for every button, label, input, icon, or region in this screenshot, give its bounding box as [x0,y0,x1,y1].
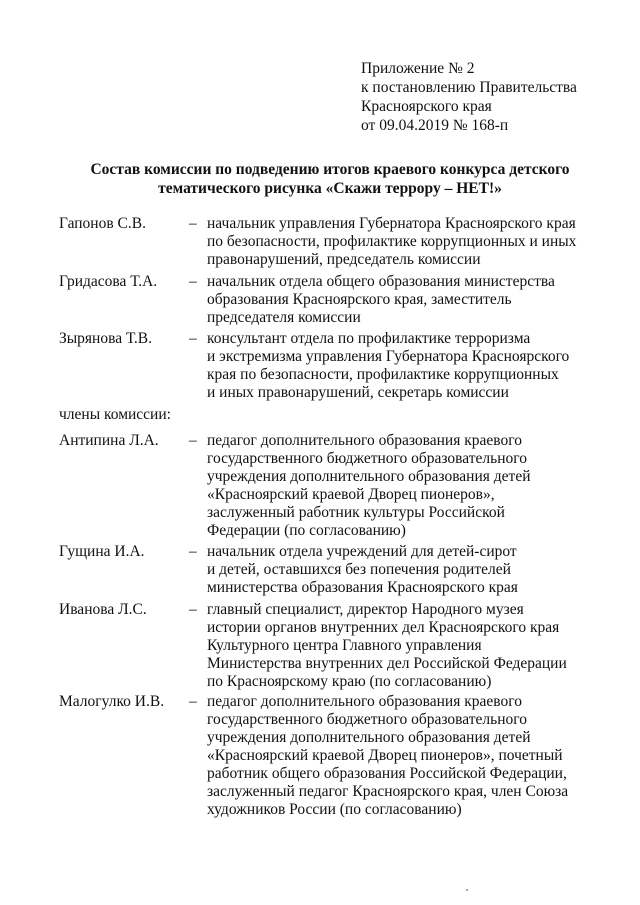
member-name: Гущина И.А. [59,543,145,560]
dash-separator: – [189,543,197,560]
role-line: педагог дополнительного образования краевого [207,432,522,449]
role-line: начальник управления Губернатора Красноярского края [207,215,576,232]
member-role [207,330,607,402]
member-name: Малогулко И.В. [59,693,165,710]
dash-separator: – [189,693,197,710]
role-line: заслуженный педагог Красноярского края, член Союза [207,783,569,800]
role-line: Федерации (по согласованию) [207,522,406,539]
appendix-line: Приложение № 2 [361,60,475,77]
role-line: главный специалист, директор Народного музея [207,601,524,618]
member-name: Иванова Л.С. [59,601,147,618]
member-name: Зырянова Т.В. [59,330,152,347]
member-name: Гапонов С.В. [59,215,146,232]
role-line: художников России (по согласованию) [207,801,462,818]
role-line: по безопасности, профилактике коррупционных и иных [207,233,577,250]
role-line: учреждения дополнительного образования детей [207,729,531,746]
role-line: «Красноярский краевой Дворец пионеров», почетный [207,747,563,764]
role-line: образования Красноярского края, заместитель [207,291,512,308]
role-line: «Красноярский краевой Дворец пионеров», [207,486,495,503]
role-line: Культурного центра Главного управления [207,637,482,654]
member-role [207,601,607,691]
role-line: Министерства внутренних дел Российской Федерации [207,655,567,672]
role-line: и иных правонарушений, секретарь комиссии [207,384,509,401]
role-line: председателя комиссии [207,309,361,326]
role-line: правонарушений, председатель комиссии [207,251,481,268]
role-line: министерства образования Красноярского края [207,579,518,596]
dash-separator: – [189,273,197,290]
member-role [207,543,607,597]
title-line: тематического рисунка «Скажи террору – НЕТ!» [158,180,502,197]
role-line: педагог дополнительного образования краевого [207,693,522,710]
role-line: учреждения дополнительного образования детей [207,468,531,485]
role-line: начальник отдела общего образования министерства [207,273,555,290]
dash-separator: – [189,330,197,347]
appendix-header [361,59,621,135]
role-line: государственного бюджетного образовательного [207,711,527,728]
title-line: Состав комиссии по подведению итогов краевого конкурса детского [90,161,570,178]
document-title [60,160,600,198]
member-role [207,273,607,327]
role-line: истории органов внутренних дел Красноярского края [207,619,560,636]
dash-separator: – [189,432,197,449]
member-role [207,215,607,269]
member-name: Гридасова Т.А. [59,273,158,290]
role-line: заслуженный работник культуры Российской [207,504,505,521]
appendix-line: от 09.04.2019 № 168-п [361,117,509,134]
dash-separator: – [189,215,197,232]
role-line: и экстремизма управления Губернатора Красноярского [207,348,570,365]
members-heading: члены комиссии: [59,406,171,423]
member-role [207,693,607,819]
member-name: Антипина Л.А. [59,432,159,449]
role-line: консультант отдела по профилактике терроризма [207,330,531,347]
role-line: начальник отдела учреждений для детей-сирот [207,543,517,560]
role-line: края по безопасности, профилактике коррупционных [207,366,559,383]
appendix-line: к постановлению Правительства [361,79,577,96]
dash-separator: – [189,601,197,618]
role-line: работник общего образования Российской Федерации, [207,765,567,782]
scan-speck [466,889,468,891]
role-line: по Красноярскому краю (по согласованию) [207,673,492,690]
role-line: и детей, оставшихся без попечения родителей [207,561,511,578]
member-role [207,432,607,540]
role-line: государственного бюджетного образовательного [207,450,527,467]
appendix-line: Красноярского края [361,98,492,115]
